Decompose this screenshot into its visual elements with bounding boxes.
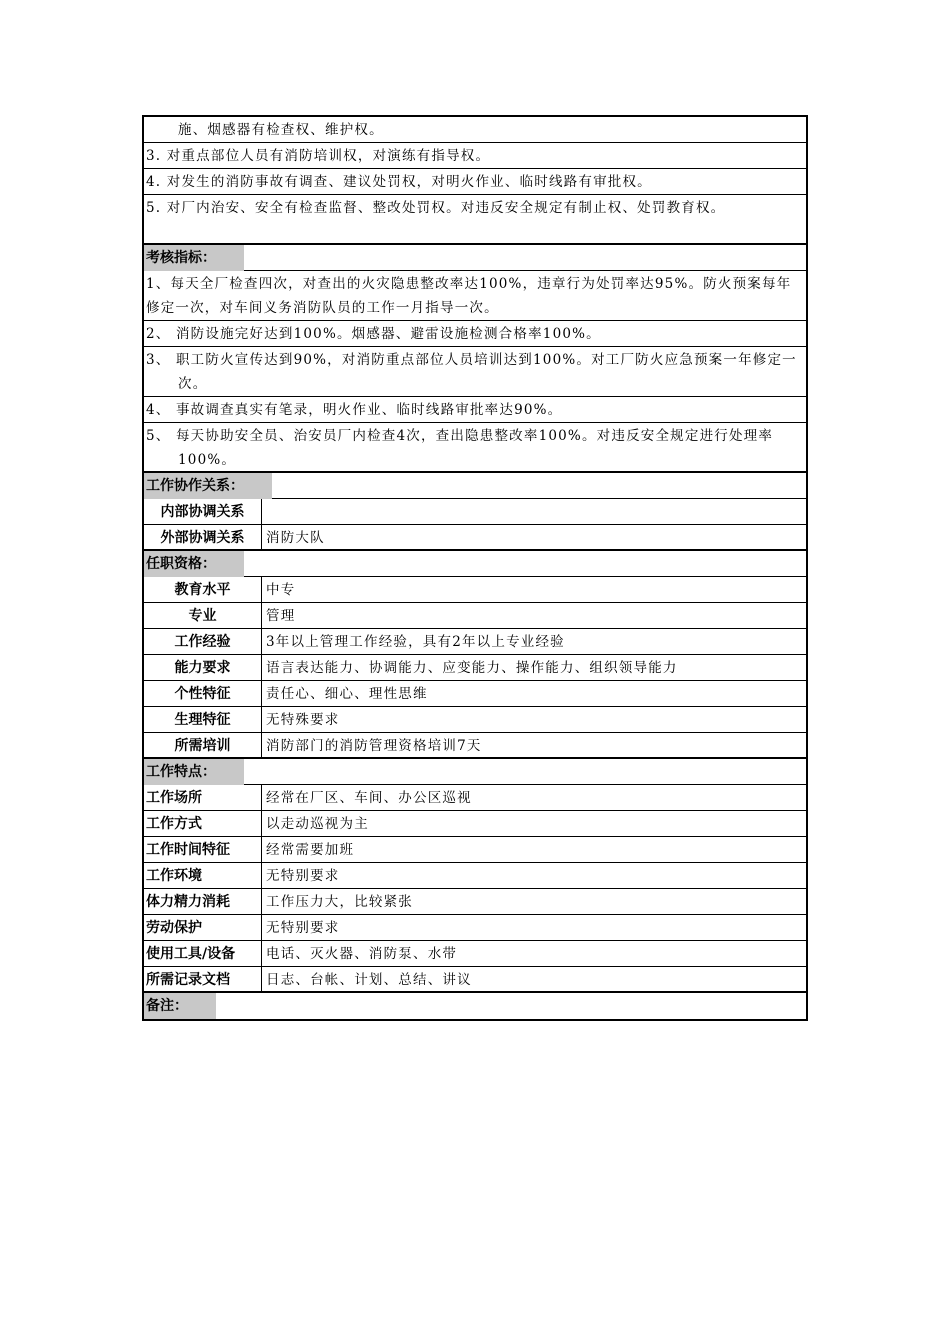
qualification-label: 专业 (144, 603, 262, 628)
kpi-item-text: 1、每天全厂检查四次，对查出的火灾隐患整改率达100%，违章行为处罚率达95%。防火预案每年修定一次，对车间义务消防队员的工作一月指导一次。 (146, 276, 792, 316)
kpi-heading-row (144, 245, 806, 271)
features-row (144, 941, 806, 967)
qualification-label: 能力要求 (144, 655, 262, 680)
qualification-row (144, 655, 806, 681)
features-value: 经常在厂区、车间、办公区巡视 (266, 790, 472, 806)
features-row (144, 967, 806, 993)
qualification-value: 责任心、细心、理性思维 (266, 686, 428, 702)
kpi-item-1 (144, 271, 806, 321)
features-label: 体力精力消耗 (144, 889, 262, 914)
features-value: 电话、灭火器、消防泵、水带 (266, 946, 458, 962)
features-value: 经常需要加班 (266, 842, 355, 858)
kpi-item-2 (144, 321, 806, 347)
features-label: 工作方式 (144, 811, 262, 836)
kpi-item-text: 3、 职工防火宣传达到90%，对消防重点部位人员培训达到100%。对工厂防火应急预案一年修定一次。 (146, 352, 797, 392)
features-value: 无特别要求 (266, 920, 340, 936)
features-row (144, 915, 806, 941)
cooperation-heading-row (144, 473, 806, 499)
qualification-label: 工作经验 (144, 629, 262, 654)
kpi-item-5 (144, 423, 806, 473)
kpi-item-text: 2、 消防设施完好达到100%。烟感器、避雷设施检测合格率100%。 (146, 326, 601, 342)
cooperation-value: 消防大队 (266, 530, 325, 546)
kpi-item-3 (144, 347, 806, 397)
qualification-heading-row (144, 551, 806, 577)
authority-item-5 (144, 195, 806, 245)
remarks-heading: 备注： (144, 993, 216, 1019)
features-row (144, 785, 806, 811)
qualification-value: 消防部门的消防管理资格培训7天 (266, 738, 482, 754)
cooperation-label: 外部协调关系 (144, 525, 262, 549)
kpi-heading: 考核指标： (144, 245, 244, 271)
features-label: 工作场所 (144, 785, 262, 810)
authority-continued-text: 施、烟感器有检查权、维护权。 (178, 122, 384, 138)
authority-item-text: 3. 对重点部位人员有消防培训权，对演练有指导权。 (146, 148, 491, 164)
qualification-label: 个性特征 (144, 681, 262, 706)
qualification-value: 中专 (266, 582, 296, 598)
kpi-item-text: 5、 每天协助安全员、治安员厂内检查4次，查出隐患整改率100%。对违反安全规定进行处理率100%。 (146, 428, 774, 468)
cooperation-row-external (144, 525, 806, 551)
qualification-value: 3年以上管理工作经验，具有2年以上专业经验 (266, 634, 565, 650)
kpi-item-text: 4、 事故调查真实有笔录，明火作业、临时线路审批率达90%。 (146, 402, 563, 418)
qualification-value: 语言表达能力、协调能力、应变能力、操作能力、组织领导能力 (266, 660, 678, 676)
features-label: 工作环境 (144, 863, 262, 888)
job-description-table (142, 115, 808, 1021)
cooperation-value (262, 499, 806, 524)
qualification-label: 所需培训 (144, 733, 262, 757)
qualification-heading: 任职资格： (144, 551, 244, 577)
qualification-row (144, 733, 806, 759)
authority-item-text: 5. 对厂内治安、安全有检查监督、整改处罚权。对违反安全规定有制止权、处罚教育权。 (146, 200, 726, 216)
features-row (144, 837, 806, 863)
cooperation-row-internal (144, 499, 806, 525)
features-value: 工作压力大，比较紧张 (266, 894, 413, 910)
features-value: 无特别要求 (266, 868, 340, 884)
authority-item-4 (144, 169, 806, 195)
remarks-heading-row (144, 993, 806, 1019)
authority-item-text: 4. 对发生的消防事故有调查、建议处罚权，对明火作业、临时线路有审批权。 (146, 174, 652, 190)
authority-continued-row (144, 117, 806, 143)
qualification-row (144, 577, 806, 603)
qualification-row (144, 629, 806, 655)
features-label: 工作时间特征 (144, 837, 262, 862)
features-label: 劳动保护 (144, 915, 262, 940)
qualification-value: 无特殊要求 (266, 712, 340, 728)
features-row (144, 889, 806, 915)
features-label: 使用工具/设备 (144, 941, 262, 966)
authority-item-3 (144, 143, 806, 169)
features-heading: 工作特点： (144, 759, 244, 785)
features-value: 日志、台帐、计划、总结、讲议 (266, 972, 472, 988)
qualification-value: 管理 (266, 608, 296, 624)
qualification-label: 教育水平 (144, 577, 262, 602)
features-heading-row (144, 759, 806, 785)
cooperation-label: 内部协调关系 (144, 499, 262, 524)
features-row (144, 811, 806, 837)
qualification-row (144, 603, 806, 629)
features-label: 所需记录文档 (144, 967, 262, 991)
features-value: 以走动巡视为主 (266, 816, 369, 832)
qualification-label: 生理特征 (144, 707, 262, 732)
cooperation-heading: 工作协作关系： (144, 473, 272, 499)
qualification-row (144, 707, 806, 733)
features-row (144, 863, 806, 889)
qualification-row (144, 681, 806, 707)
kpi-item-4 (144, 397, 806, 423)
